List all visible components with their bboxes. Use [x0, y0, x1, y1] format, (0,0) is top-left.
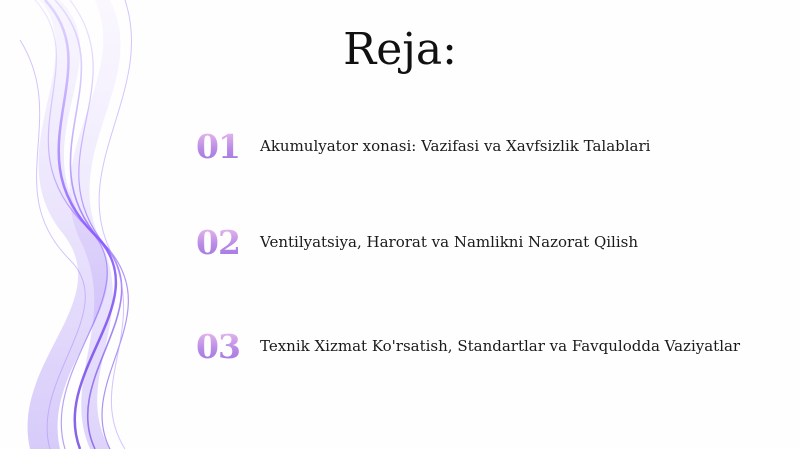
decorative-wave-image — [0, 0, 200, 449]
item-number: 01 — [196, 127, 252, 166]
item-number: 02 — [196, 223, 252, 262]
item-label: Ventilyatsiya, Harorat va Namlikni Nazorat Qilish — [260, 233, 638, 251]
item-label: Akumulyator xonasi: Vazifasi va Xavfsizlik Talablari — [260, 137, 651, 155]
list-item — [196, 324, 740, 368]
item-number: 03 — [196, 327, 252, 366]
list-item — [196, 124, 650, 168]
list-item — [196, 220, 638, 264]
page-title: Reja: — [343, 24, 457, 75]
item-label: Texnik Xizmat Ko'rsatish, Standartlar va Favqulodda Vaziyatlar — [260, 337, 741, 355]
